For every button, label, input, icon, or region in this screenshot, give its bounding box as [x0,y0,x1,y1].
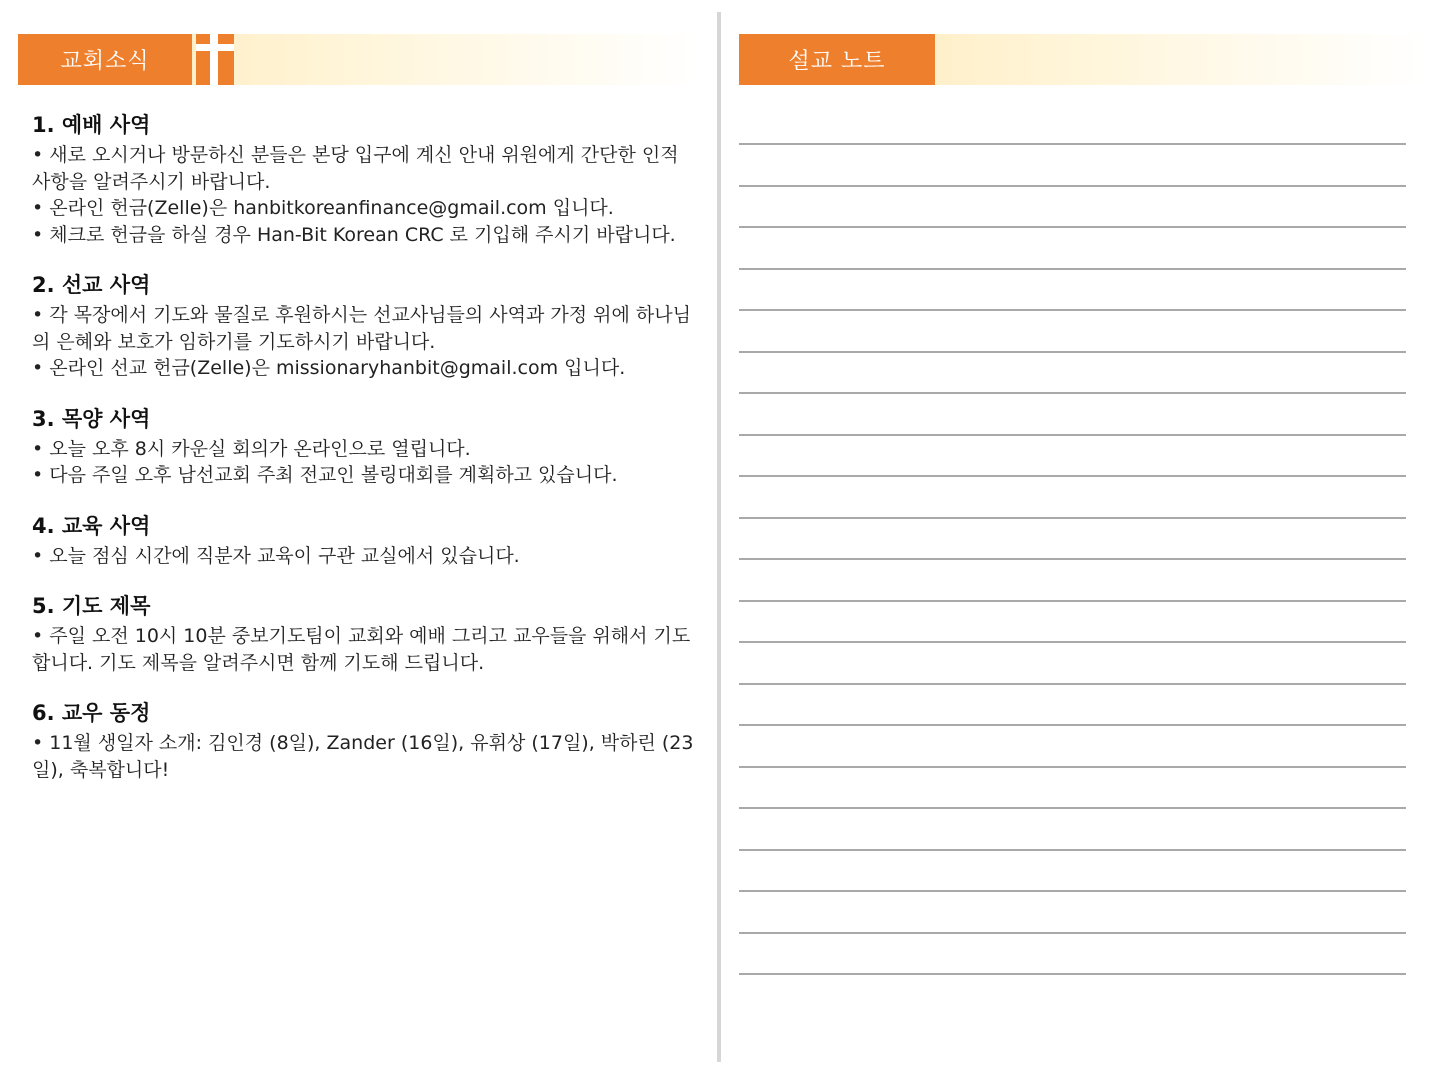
note-line [739,558,1406,560]
note-line [739,849,1406,851]
list-item: • 온라인 선교 헌금(Zelle)은 missionaryhanbit@gmail.com 입니다. [32,357,626,379]
list-item: • 새로 오시거나 방문하신 분들은 본당 입구에 계신 안내 위원에게 간단한 인적 사항을 알려주시기 바랍니다. [32,144,679,193]
list-item: • 온라인 헌금(Zelle)은 hanbitkoreanfinance@gmail.com 입니다. [32,197,614,219]
note-line [739,600,1406,602]
section-mission [32,270,702,382]
note-line [739,807,1406,809]
note-line [739,475,1406,477]
section-title: 6. 교우 동정 [32,701,151,725]
section-title: 5. 기도 제목 [32,594,151,618]
note-line [739,766,1406,768]
note-line [739,517,1406,519]
note-line [739,434,1406,436]
note-line [739,392,1406,394]
section-title: 3. 목양 사역 [32,406,151,431]
note-line [739,185,1406,187]
note-line [739,724,1406,726]
church-news-title: 교회소식 [18,34,192,85]
sermon-notes-header [739,34,1425,85]
note-line [739,268,1406,270]
note-line [739,932,1406,934]
note-line [739,143,1406,145]
list-item: • 주일 오전 10시 10분 중보기도팀이 교회와 예배 그리고 교우들을 위해서 기도합니다. 기도 제목을 알려주시면 함께 기도해 드립니다. [32,625,691,674]
list-item: • 오늘 오후 8시 카운실 회의가 온라인으로 열립니다. [32,437,471,460]
page-divider [717,12,721,1062]
note-line [739,641,1406,643]
section-title: 4. 교육 사역 [32,513,151,538]
section-education [32,511,702,570]
section-pastoral [32,404,702,489]
note-line [739,683,1406,685]
list-item: • 11월 생일자 소개: 김인경 (8일), Zander (16일), 유휘상 (17일), 박하린 (23일), 축복합니다! [32,732,694,781]
note-line [739,973,1406,975]
sermon-note-lines [739,143,1406,1015]
note-line [739,226,1406,228]
list-item: • 체크로 헌금을 하실 경우 Han-Bit Korean CRC 로 기입해 주시기 바랍니다. [32,223,676,246]
note-line [739,890,1406,892]
section-title: 1. 예배 사역 [32,113,151,137]
section-title: 2. 선교 사역 [32,273,151,297]
note-line [739,351,1406,353]
sermon-notes-title: 설교 노트 [739,34,935,85]
church-news-content [32,110,702,805]
list-item: • 다음 주일 오후 남선교회 주최 전교인 볼링대회를 계획하고 있습니다. [32,464,618,486]
church-news-header [18,34,698,85]
section-members [32,698,702,783]
cross-icon [196,34,234,85]
note-line [739,309,1406,311]
section-worship [32,110,702,248]
list-item: • 오늘 점심 시간에 직분자 교육이 구관 교실에서 있습니다. [32,544,520,567]
section-prayer [32,591,702,676]
list-item: • 각 목장에서 기도와 물질로 후원하시는 선교사님들의 사역과 가정 위에 하나님의 은혜와 보호가 임하기를 기도하시기 바랍니다. [32,304,691,353]
